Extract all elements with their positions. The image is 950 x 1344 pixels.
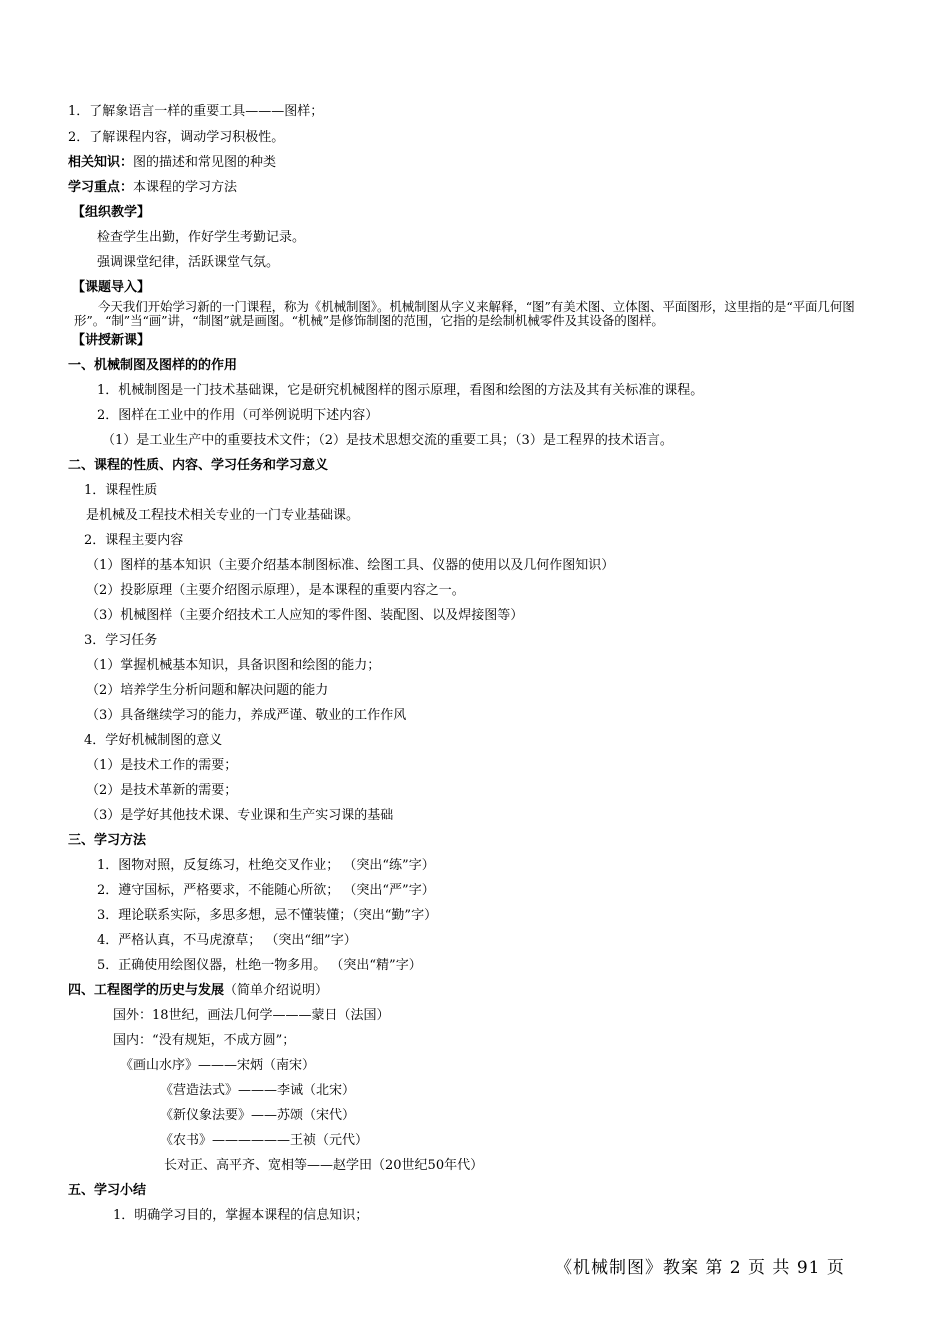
text-line xyxy=(97,908,437,924)
line-text: 国外：18世纪，画法几何学———蒙日（法国） xyxy=(113,1008,390,1023)
text-line xyxy=(84,533,183,549)
text-line xyxy=(84,633,157,649)
text-line xyxy=(68,180,237,196)
text-line xyxy=(86,508,359,524)
text-line xyxy=(160,1083,355,1099)
text-line xyxy=(72,333,150,349)
line-text: （2）是技术革新的需要； xyxy=(86,783,238,798)
text-line xyxy=(97,858,435,874)
text-line xyxy=(68,104,323,120)
text-line xyxy=(164,1158,483,1174)
line-text: 5．正确使用绘图仪器，杜绝一物多用。 （突出“精”字） xyxy=(97,958,422,973)
text-line xyxy=(97,933,357,949)
line-text: （3）机械图样（主要介绍技术工人应知的零件图、装配图、以及焊接图等） xyxy=(86,608,524,623)
text-line xyxy=(113,1208,368,1224)
line-heading: 【组织教学】 xyxy=(72,205,151,220)
text-line xyxy=(68,983,328,999)
text-line xyxy=(68,358,237,374)
text-line xyxy=(72,280,150,296)
line-text: （1）是工业生产中的重要技术文件；（2）是技术思想交流的重要工具；（3）是工程界的技术语言。 xyxy=(102,433,673,448)
text-line xyxy=(86,583,465,599)
line-text: 《农书》——————王祯（元代） xyxy=(160,1133,369,1148)
line-text: 1．机械制图是一门技术基础课，它是研究机械图样的图示原理，看图和绘图的方法及其有关标准的课程。 xyxy=(97,383,704,398)
text-line xyxy=(113,1008,390,1024)
line-heading: 四、工程图学的历史与发展 xyxy=(68,983,225,998)
text-line xyxy=(86,758,237,774)
page-footer: 《机械制图》教案 第 2 页 共 91 页 xyxy=(555,1258,845,1278)
line-text: 4．学好机械制图的意义 xyxy=(84,733,223,748)
text-line xyxy=(86,558,614,574)
text-line xyxy=(97,958,422,974)
text-line xyxy=(113,1033,295,1049)
text-line xyxy=(86,683,328,699)
text-line xyxy=(97,255,279,271)
line-text: 1．图物对照，反复练习，杜绝交叉作业； （突出“练”字） xyxy=(97,858,435,873)
text-line xyxy=(72,205,150,221)
line-text: 是机械及工程技术相关专业的一门专业基础课。 xyxy=(86,508,360,523)
text-line xyxy=(86,608,523,624)
text-line xyxy=(160,1108,355,1124)
text-line xyxy=(86,658,380,674)
line-text: 检查学生出勤，作好学生考勤记录。 xyxy=(97,230,306,245)
line-heading: 五、学习小结 xyxy=(68,1183,147,1198)
line-text: 长对正、高平齐、宽相等——赵学田（20世纪50年代） xyxy=(164,1158,484,1173)
line-text: 国内：“没有规矩，不成方圆”； xyxy=(113,1033,296,1048)
text-line xyxy=(160,1133,368,1149)
text-line xyxy=(97,883,435,899)
text-line xyxy=(102,433,673,449)
line-text: 《营造法式》———李诫（北宋） xyxy=(160,1083,356,1098)
text-line xyxy=(84,483,157,499)
line-text: 图的描述和常见图的种类 xyxy=(133,155,277,170)
line-text: （简单介绍说明） xyxy=(224,983,329,998)
intro-paragraph: 今天我们开始学习新的一门课程，称为《机械制图》。机械制图从字义来解释，“图”有美术图、立体图、平面图形，这里指的是“平面几何图形”。“制”当“画”讲，“制图”就是画图。“机械”是修饰制图的范围，它指的是绘制机械零件及其设备的图样。 xyxy=(74,299,855,328)
line-heading: 相关知识： xyxy=(68,155,134,170)
line-text: 2．课程主要内容 xyxy=(84,533,184,548)
text-line xyxy=(68,1183,146,1199)
line-heading: 二、课程的性质、内容、学习任务和学习意义 xyxy=(68,458,329,473)
text-line xyxy=(97,408,378,424)
line-text: （2）培养学生分析问题和解决问题的能力 xyxy=(86,683,329,698)
line-text: 本课程的学习方法 xyxy=(133,180,238,195)
line-text: 2．遵守国标，严格要求，不能随心所欲； （突出“严”字） xyxy=(97,883,435,898)
line-heading: 一、机械制图及图样的的作用 xyxy=(68,358,238,373)
line-text: 2．图样在工业中的作用（可举例说明下述内容） xyxy=(97,408,379,423)
text-line xyxy=(120,1058,315,1074)
line-text: 2．了解课程内容，调动学习积极性。 xyxy=(68,130,285,145)
line-text: （1）图样的基本知识（主要介绍基本制图标准、绘图工具、仪器的使用以及几何作图知识） xyxy=(86,558,615,573)
text-line xyxy=(68,130,284,146)
line-text: 强调课堂纪律，活跃课堂气氛。 xyxy=(97,255,280,270)
text-line xyxy=(86,808,393,824)
line-text: 《画山水序》———宋炳（南宋） xyxy=(120,1058,316,1073)
text-line xyxy=(68,458,328,474)
text-line xyxy=(86,783,237,799)
line-text: （1）是技术工作的需要； xyxy=(86,758,238,773)
line-heading: 【讲授新课】 xyxy=(72,333,151,348)
text-line xyxy=(68,155,276,171)
line-text: 《新仪象法要》——苏颂（宋代） xyxy=(160,1108,356,1123)
line-text: （3）具备继续学习的能力，养成严谨、敬业的工作作风 xyxy=(86,708,407,723)
line-text: （2）投影原理（主要介绍图示原理），是本课程的重要内容之一。 xyxy=(86,583,465,598)
line-text: 1．课程性质 xyxy=(84,483,158,498)
line-text: 3．理论联系实际，多思多想，忌不懂装懂；（突出“勤”字） xyxy=(97,908,438,923)
text-line xyxy=(97,383,703,399)
line-text: （3）是学好其他技术课、专业课和生产实习课的基础 xyxy=(86,808,394,823)
text-line xyxy=(86,708,406,724)
line-text: 1．了解象语言一样的重要工具———图样； xyxy=(68,104,324,119)
line-heading: 学习重点： xyxy=(68,180,134,195)
line-text: 1．明确学习目的，掌握本课程的信息知识； xyxy=(113,1208,369,1223)
text-line xyxy=(97,230,305,246)
line-heading: 【课题导入】 xyxy=(72,280,151,295)
text-line xyxy=(68,833,146,849)
line-text: 4．严格认真，不马虎潦草； （突出“细”字） xyxy=(97,933,357,948)
line-text: 3．学习任务 xyxy=(84,633,158,648)
text-line xyxy=(84,733,222,749)
line-heading: 三、学习方法 xyxy=(68,833,147,848)
line-text: （1）掌握机械基本知识，具备识图和绘图的能力； xyxy=(86,658,381,673)
